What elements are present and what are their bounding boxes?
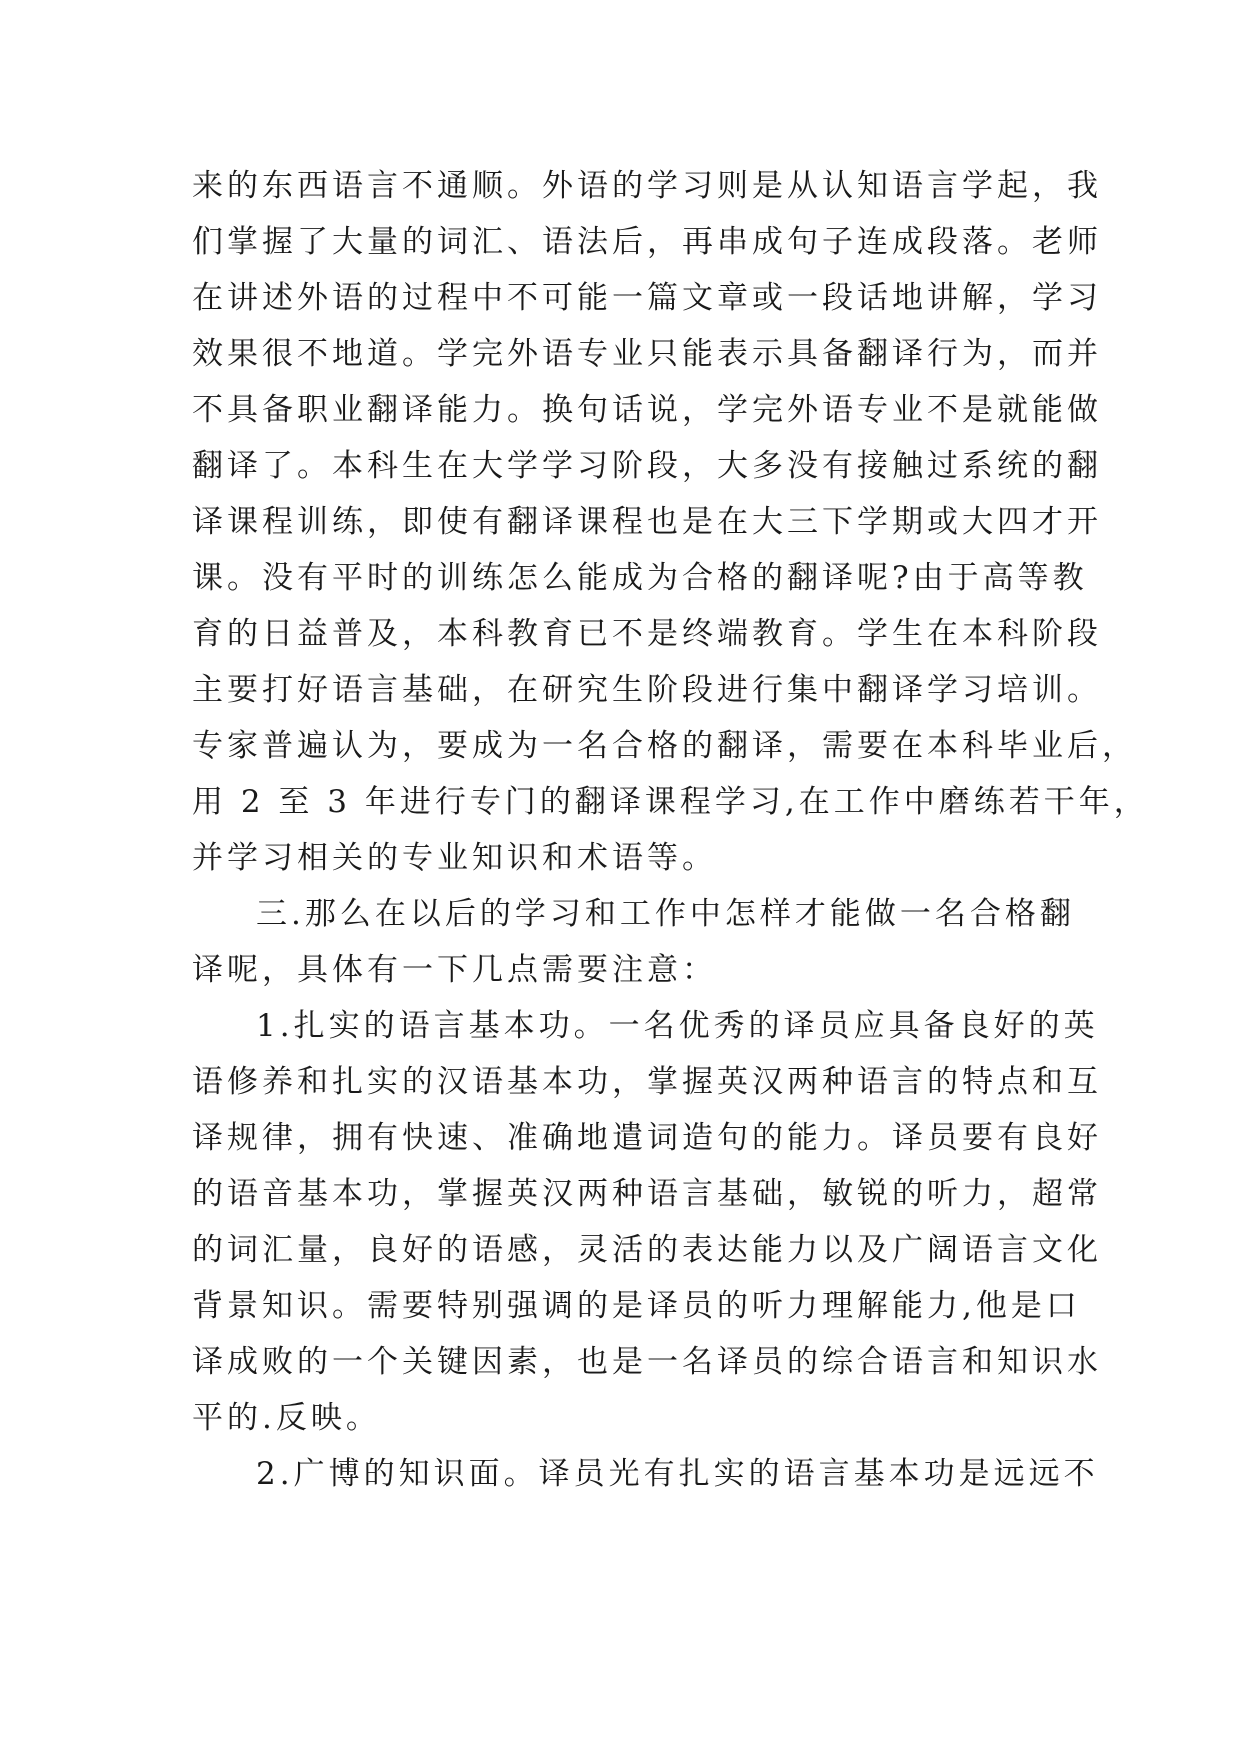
text-line: 并学习相关的专业知识和术语等。 [192, 840, 717, 876]
text-line: 译课程训练，即使有翻译课程也是在大三下学期或大四才开 [192, 504, 1102, 540]
list-item-1-line: 1.扎实的语言基本功。一名优秀的译员应具备良好的英 [256, 1008, 1099, 1044]
text-line: 平的.反映。 [192, 1400, 381, 1436]
text-line: 不具备职业翻译能力。换句话说，学完外语专业不是就能做 [192, 392, 1102, 428]
text-line: 们掌握了大量的词汇、语法后，再串成句子连成段落。老师 [192, 224, 1102, 260]
text-line: 专家普遍认为，要成为一名合格的翻译，需要在本科毕业后， [192, 728, 1137, 764]
list-item-2-line: 2.广博的知识面。译员光有扎实的语言基本功是远远不 [256, 1456, 1099, 1492]
text-line: 来的东西语言不通顺。外语的学习则是从认知语言学起，我 [192, 168, 1102, 204]
text-line: 背景知识。需要特别强调的是译员的听力理解能力,他是口 [192, 1288, 1081, 1324]
text-line: 课。没有平时的训练怎么能成为合格的翻译呢?由于高等教 [192, 560, 1088, 596]
text-line: 语修养和扎实的汉语基本功，掌握英汉两种语言的特点和互 [192, 1064, 1102, 1100]
text-line: 在讲述外语的过程中不可能一篇文章或一段话地讲解，学习 [192, 280, 1102, 316]
text-line: 效果很不地道。学完外语专业只能表示具备翻译行为，而并 [192, 336, 1102, 372]
text-line: 的语音基本功，掌握英汉两种语言基础，敏锐的听力，超常 [192, 1176, 1102, 1212]
text-line: 译规律，拥有快速、准确地遣词造句的能力。译员要有良好 [192, 1120, 1102, 1156]
text-line: 主要打好语言基础，在研究生阶段进行集中翻译学习培训。 [192, 672, 1102, 708]
text-line: 育的日益普及，本科教育已不是终端教育。学生在本科阶段 [192, 616, 1102, 652]
text-line: 译呢，具体有一下几点需要注意： [192, 952, 717, 988]
section-heading-line: 三.那么在以后的学习和工作中怎样才能做一名合格翻 [256, 896, 1075, 932]
text-line: 用 2 至 3 年进行专门的翻译课程学习,在工作中磨练若干年， [192, 784, 1149, 820]
text-line: 翻译了。本科生在大学学习阶段，大多没有接触过系统的翻 [192, 448, 1102, 484]
text-line: 的词汇量，良好的语感，灵活的表达能力以及广阔语言文化 [192, 1232, 1102, 1268]
text-line: 译成败的一个关键因素，也是一名译员的综合语言和知识水 [192, 1344, 1102, 1380]
body-text [192, 158, 1149, 1502]
